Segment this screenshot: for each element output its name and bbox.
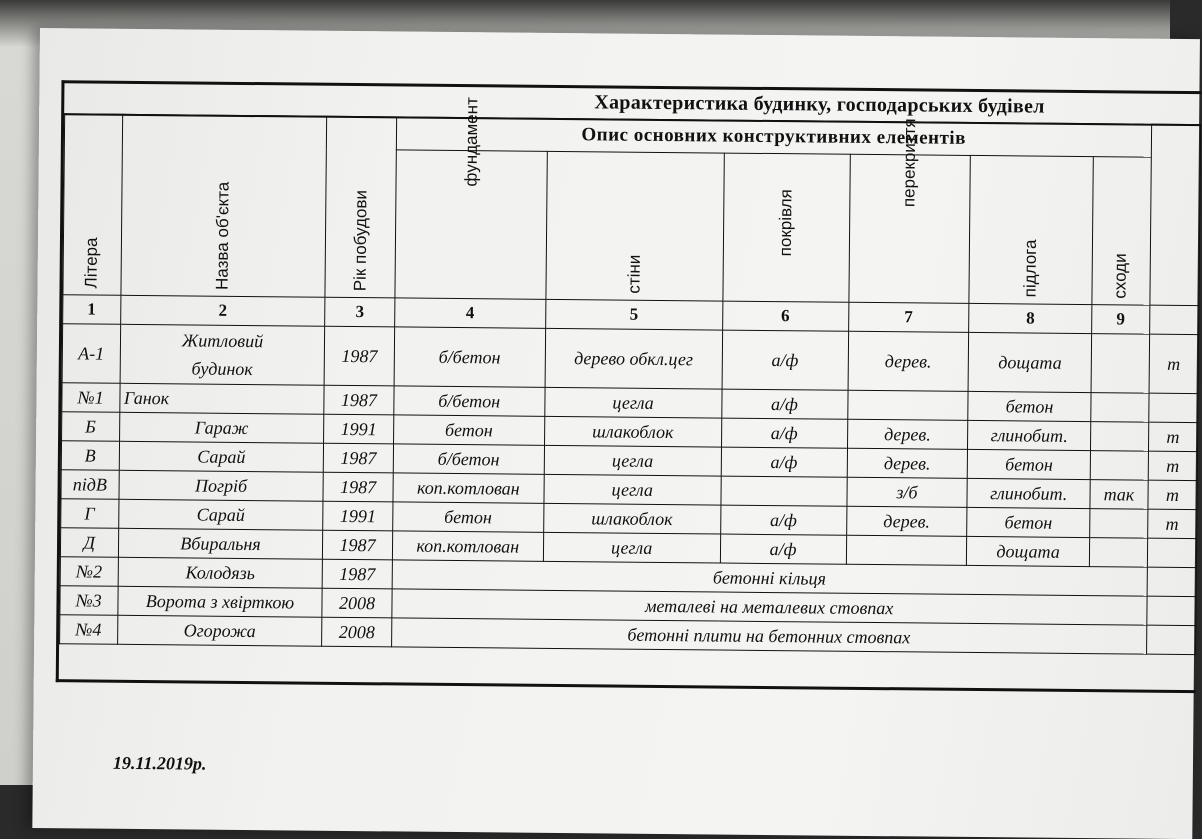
cell-ceiling: дерев. <box>846 506 967 536</box>
cell-ceiling: з/б <box>847 477 968 507</box>
header-litera: Літера <box>63 114 122 296</box>
cell-roof: а/ф <box>721 418 847 448</box>
cell-floor: глинобит. <box>968 420 1091 450</box>
cell-floor: бетон <box>968 391 1091 421</box>
header-ceiling: перекриття <box>848 154 970 303</box>
cell-year: 1991 <box>323 501 393 531</box>
cell-litera: Г <box>61 499 119 529</box>
column-number: 6 <box>722 301 848 331</box>
cell-stairs <box>1091 334 1149 394</box>
cell-roof <box>721 476 847 506</box>
document-page <box>32 28 1200 839</box>
cell-extra <box>1148 393 1198 422</box>
cell-walls: цегла <box>544 445 721 476</box>
cell-extra: т <box>1148 451 1198 480</box>
cell-extra <box>1146 625 1196 654</box>
column-number: 8 <box>969 303 1092 333</box>
cell-name: Сарай <box>119 441 324 472</box>
header-foundation: фундамент <box>395 150 547 299</box>
cell-walls: цегла <box>545 387 722 418</box>
cell-walls: дерево обкл.цег <box>545 328 722 389</box>
cell-extra: т <box>1147 509 1197 538</box>
cell-ceiling <box>847 390 968 420</box>
header-walls: стіни <box>546 152 724 302</box>
cell-name <box>120 324 325 385</box>
cell-walls: шлакоблок <box>543 503 720 534</box>
cell-name: Огорожа <box>117 615 322 646</box>
table-frame <box>56 80 1202 693</box>
header-stairs: сходи <box>1092 157 1151 305</box>
cell-name: Вбиральня <box>118 528 323 559</box>
cell-litera: №4 <box>60 615 118 645</box>
cell-year: 2008 <box>322 617 392 647</box>
cell-foundation: б/бетон <box>394 327 546 387</box>
cell-foundation: коп.котлован <box>393 473 544 503</box>
cell-floor: бетон <box>967 507 1090 537</box>
cell-litera: А-1 <box>62 324 120 384</box>
cell-litera: №3 <box>60 586 118 616</box>
cell-year: 1987 <box>323 472 393 502</box>
cell-name: Колодязь <box>118 557 323 588</box>
table-row <box>62 324 1199 394</box>
cell-year: 2008 <box>322 588 392 618</box>
cell-ceiling: дерев. <box>847 448 968 478</box>
cell-merged-description: металеві на металевих стовпах <box>392 589 1147 625</box>
column-number: 4 <box>394 298 545 328</box>
cell-stairs: так <box>1090 480 1148 510</box>
table-title: Характеристика будинку, господарських будівел <box>594 91 1045 118</box>
cell-ceiling: дерев. <box>847 419 968 449</box>
cell-roof: а/ф <box>720 534 846 564</box>
cell-litera: підВ <box>61 470 119 500</box>
cell-merged-description: бетонні плити на бетонних стовпах <box>391 618 1146 654</box>
cell-extra: т <box>1148 480 1198 509</box>
header-extra <box>1150 124 1201 305</box>
column-number <box>1149 305 1199 334</box>
cell-year: 1991 <box>324 414 394 444</box>
header-name: Назва об'єкта <box>120 114 327 297</box>
cell-stairs <box>1091 393 1149 423</box>
cell-year: 1987 <box>324 385 394 415</box>
cell-name: Гараж <box>119 412 324 443</box>
cell-roof: а/ф <box>722 330 849 390</box>
header-description: Опис основних конструктивних елементів <box>396 117 1151 157</box>
cell-stairs <box>1091 422 1149 452</box>
document-date: 19.11.2019р. <box>112 752 207 774</box>
cell-extra <box>1146 596 1196 625</box>
cell-extra <box>1147 567 1197 596</box>
cell-foundation: б/бетон <box>394 386 545 416</box>
header-floor: підлога <box>969 156 1093 305</box>
column-number: 3 <box>325 297 395 327</box>
cell-stairs <box>1090 538 1148 568</box>
cell-floor: дощата <box>966 536 1089 566</box>
cell-floor: глинобит. <box>967 478 1090 508</box>
column-number: 1 <box>63 295 121 325</box>
cell-name: Ганок <box>119 383 324 414</box>
cell-roof: а/ф <box>721 447 847 477</box>
cell-foundation: коп.котлован <box>392 531 543 561</box>
cell-foundation: бетон <box>392 502 543 532</box>
cell-year: 1987 <box>323 559 393 589</box>
cell-walls: шлакоблок <box>544 416 721 447</box>
cell-year: 1987 <box>324 326 394 386</box>
cell-extra <box>1147 538 1197 567</box>
cell-litera: Б <box>62 412 120 442</box>
cell-ceiling: дерев. <box>848 331 969 391</box>
cell-roof: а/ф <box>721 389 847 419</box>
cell-litera: В <box>61 441 119 471</box>
cell-floor: бетон <box>967 449 1090 479</box>
header-roof: покрівля <box>722 153 849 302</box>
cell-stairs <box>1090 451 1148 481</box>
cell-name: Сарай <box>118 499 323 530</box>
cell-roof: а/ф <box>720 505 846 535</box>
cell-walls: цегла <box>543 532 720 563</box>
cell-litera: №1 <box>62 383 120 413</box>
cell-floor: дощата <box>968 332 1092 392</box>
cell-walls: цегла <box>544 474 721 505</box>
cell-year: 1987 <box>324 443 394 473</box>
cell-extra: т <box>1148 422 1198 451</box>
cell-year: 1987 <box>323 530 393 560</box>
cell-name-line1: Житловий <box>181 330 264 352</box>
cell-name: Ворота з хвірткою <box>117 586 322 617</box>
cell-foundation: бетон <box>393 415 544 445</box>
column-number: 7 <box>848 302 969 332</box>
cell-ceiling <box>846 535 967 565</box>
cell-merged-description: бетонні кільця <box>392 560 1147 596</box>
cell-name: Погріб <box>119 470 324 501</box>
column-number: 9 <box>1092 305 1150 335</box>
cell-name-line2: будинок <box>191 358 253 380</box>
cell-litera: Д <box>60 528 118 558</box>
header-year: Рік побудови <box>325 116 396 298</box>
cell-stairs <box>1090 509 1148 539</box>
cell-foundation: б/бетон <box>393 444 544 474</box>
column-number: 2 <box>120 295 325 326</box>
cell-litera: №2 <box>60 557 118 587</box>
column-number: 5 <box>545 299 722 330</box>
cell-extra: т <box>1149 334 1199 393</box>
